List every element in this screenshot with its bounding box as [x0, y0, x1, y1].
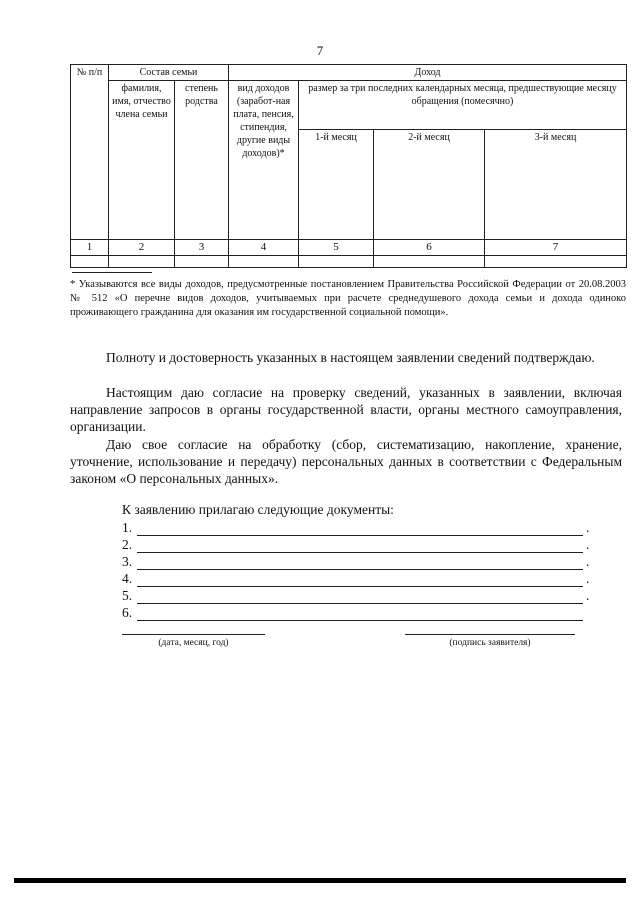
table-cell[interactable] [299, 256, 374, 268]
attachment-end-dot: . [586, 537, 590, 552]
table-cell[interactable] [175, 256, 229, 268]
header-three-months: размер за три последних календарных месяца, предшествующие месяцу обращения (помесячно) [299, 81, 627, 130]
attachment-number: 2. [122, 537, 133, 552]
attachment-number: 6. [122, 605, 133, 620]
column-number: 4 [229, 240, 299, 256]
income-table [70, 64, 627, 268]
paragraph-text: Полноту и достоверность указанных в настоящем заявлении сведений подтверждаю. [106, 350, 595, 365]
paragraph-confirmation [70, 349, 622, 366]
column-number-row [71, 240, 627, 256]
attachment-end-dot: . [586, 588, 590, 603]
applicant-signature-line[interactable] [405, 634, 575, 635]
column-number: 2 [109, 240, 175, 256]
paragraph-data-processing-consent [70, 436, 622, 487]
paragraph-text: Настоящим даю согласие на проверку сведений, указанных в заявлении, включая направление запросов в органы государственной власти, органы местного самоуправления, организации. [70, 385, 622, 434]
attachment-item [122, 536, 592, 553]
attachment-item [122, 587, 592, 604]
header-row-number: № п/п [71, 65, 109, 240]
scan-edge-bar [14, 878, 626, 883]
paragraph-text: Даю свое согласие на обработку (сбор, систематизацию, накопление, хранение, уточнение, использование и передачу) персональных данных в соответствии с Федеральным законом «О персональных данных». [70, 437, 622, 486]
column-number: 3 [175, 240, 229, 256]
header-month-1: 1-й месяц [299, 130, 374, 240]
attachment-number: 3. [122, 554, 133, 569]
attachment-field[interactable] [137, 573, 583, 587]
column-number: 7 [485, 240, 627, 256]
attachment-field[interactable] [137, 607, 583, 621]
header-income-type: вид доходов (заработ-ная плата, пенсия, стипендия, другие виды доходов)* [229, 81, 299, 240]
attachment-end-dot: . [586, 520, 590, 535]
attachment-field[interactable] [137, 539, 583, 553]
table-cell[interactable] [71, 256, 109, 268]
date-signature-line[interactable] [122, 634, 265, 635]
attachment-item [122, 519, 592, 536]
header-full-name: фамилия, имя, отчество члена семьи [109, 81, 175, 240]
header-family-composition: Состав семьи [109, 65, 229, 81]
attachment-item [122, 570, 592, 587]
paragraph-verification-consent [70, 384, 622, 435]
header-relation: степень родства [175, 81, 229, 240]
attachment-field[interactable] [137, 590, 583, 604]
header-income: Доход [229, 65, 627, 81]
attachment-item [122, 604, 592, 621]
attachment-number: 1. [122, 520, 133, 535]
attachments-title: К заявлению прилагаю следующие документы: [122, 502, 394, 517]
table-cell[interactable] [109, 256, 175, 268]
footnote-divider [72, 272, 152, 273]
column-number: 6 [374, 240, 485, 256]
applicant-signature-caption: (подпись заявителя) [449, 638, 531, 648]
header-month-2: 2-й месяц [374, 130, 485, 240]
attachment-field[interactable] [137, 522, 583, 536]
page-number: 7 [316, 43, 324, 58]
header-month-3: 3-й месяц [485, 130, 627, 240]
attachment-number: 4. [122, 571, 133, 586]
attachments-list [122, 519, 592, 621]
footnote: * Указываются все виды доходов, предусмотренные постановлением Правительства Российской Федерации от 20.08.2003 № 512 «О перечне видов доходов, учитываемых при расчете среднедушевого дохода семьи и дохода одиноко проживающего гражданина для оказания им государственной социальной помощи». [70, 279, 626, 318]
table-cell[interactable] [229, 256, 299, 268]
attachment-field[interactable] [137, 556, 583, 570]
table-row [71, 256, 627, 268]
attachment-number: 5. [122, 588, 133, 603]
date-caption: (дата, месяц, год) [158, 638, 229, 648]
column-number: 5 [299, 240, 374, 256]
column-number: 1 [71, 240, 109, 256]
attachment-end-dot: . [586, 554, 590, 569]
table-cell[interactable] [374, 256, 485, 268]
attachment-item [122, 553, 592, 570]
table-cell[interactable] [485, 256, 627, 268]
attachment-end-dot: . [586, 571, 590, 586]
